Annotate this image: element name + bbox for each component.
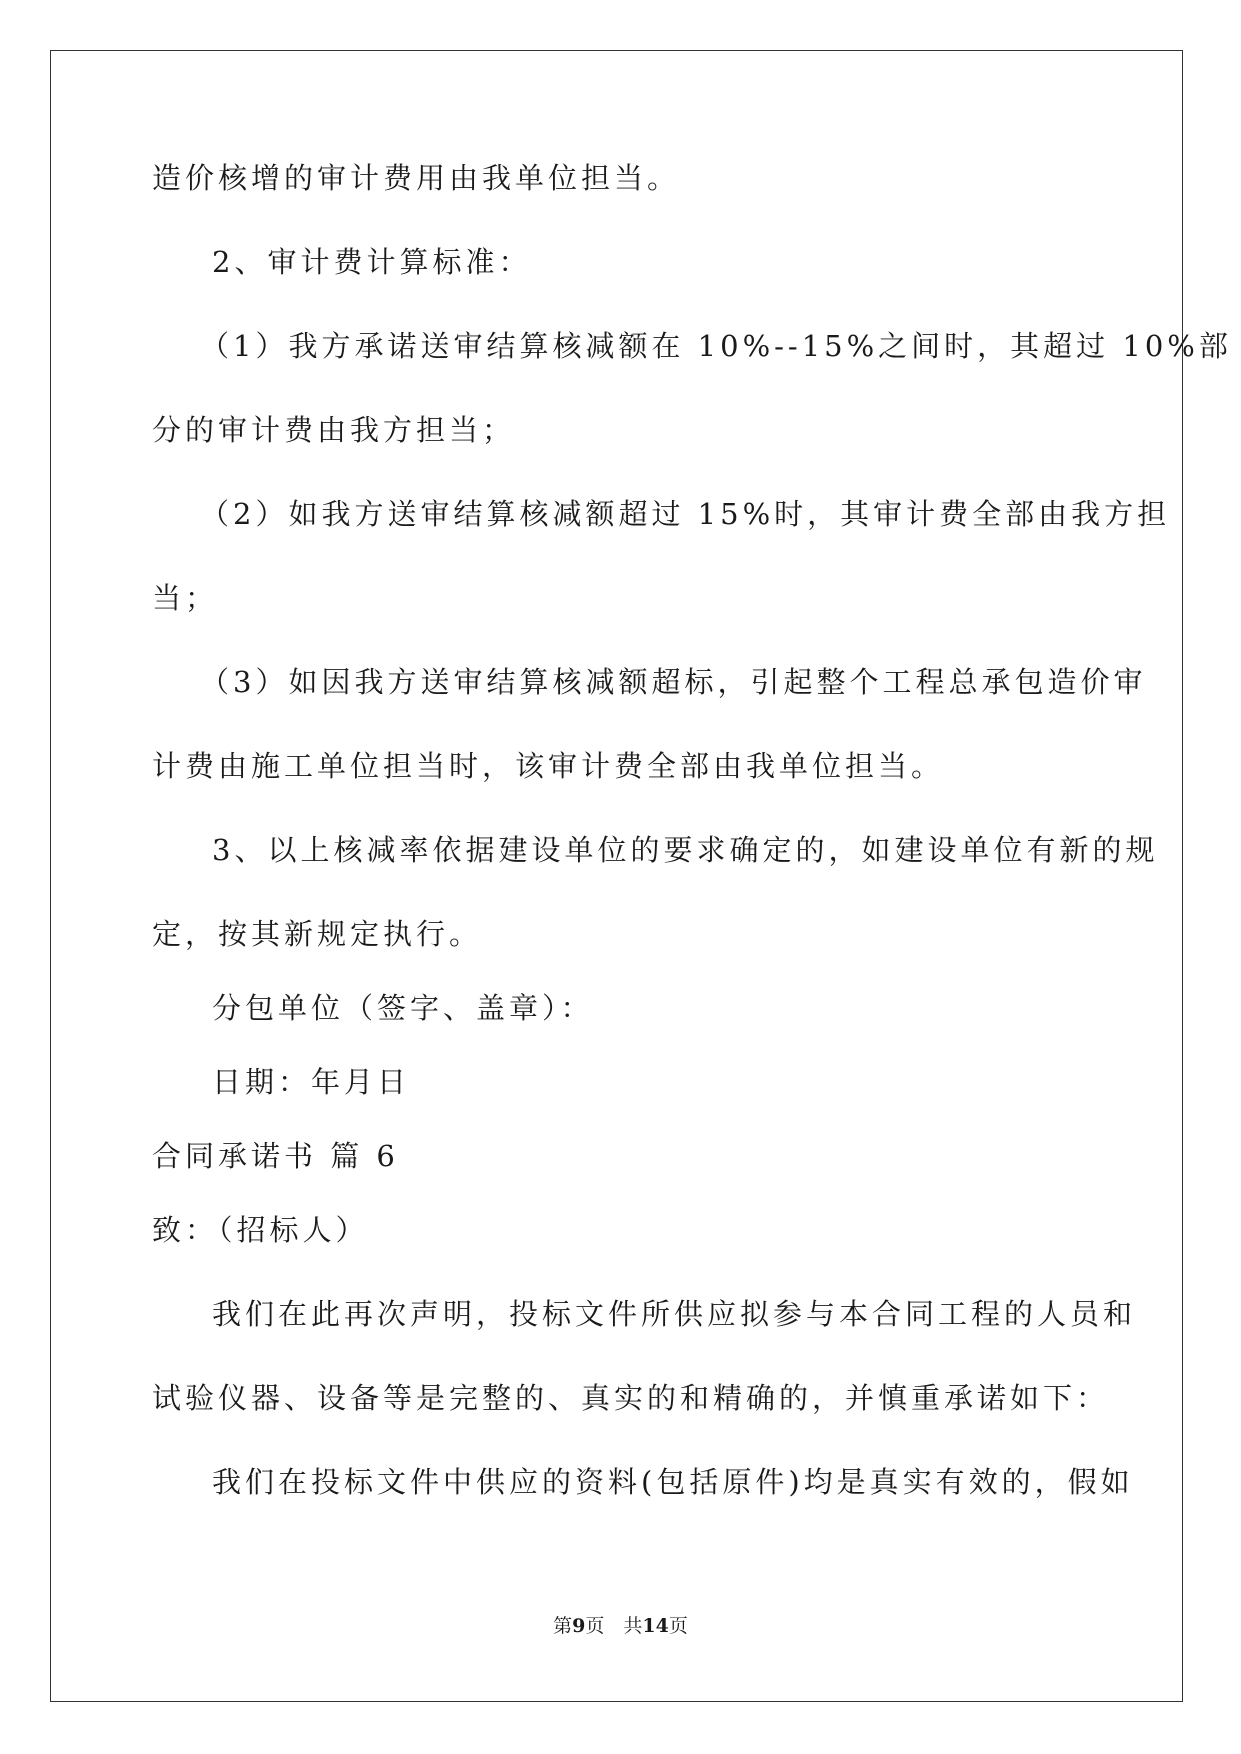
addressee-line: 致：（招标人） (152, 1213, 369, 1247)
page-frame (50, 50, 1183, 1702)
text-line: 我们在投标文件中供应的资料(包括原件)均是真实有效的，假如 (212, 1465, 1134, 1499)
text-line: 3、以上核减率依据建设单位的要求确定的，如建设单位有新的规 (212, 833, 1159, 867)
page-footer (0, 1614, 1241, 1638)
text-line: 定，按其新规定执行。 (152, 917, 483, 951)
total-page-number: 14 (642, 1615, 669, 1637)
footer-suffix: 页 (668, 1615, 688, 1637)
text-line: （3）如因我方送审结算核减额超标，引起整个工程总承包造价审 (200, 665, 1147, 699)
footer-mid: 页 共 (585, 1615, 643, 1637)
text-line: 计费由施工单位担当时，该审计费全部由我单位担当。 (152, 749, 945, 783)
text-line: （1）我方承诺送审结算核减额在 10%--15%之间时，其超过 10%部 (200, 329, 1232, 363)
text-line: 我们在此再次声明，投标文件所供应拟参与本合同工程的人员和 (212, 1297, 1137, 1331)
footer-prefix: 第 (553, 1615, 573, 1637)
signature-label: 分包单位（签字、盖章）： (212, 991, 594, 1025)
section-heading: 2、审计费计算标准： (212, 245, 532, 279)
current-page-number: 9 (572, 1615, 586, 1637)
date-label: 日期：年月日 (212, 1065, 411, 1099)
text-line: 分的审计费由我方担当； (152, 413, 516, 447)
section-title: 合同承诺书 篇 6 (152, 1139, 399, 1173)
text-line: 造价核增的审计费用由我单位担当。 (152, 161, 681, 195)
text-line: 当； (152, 581, 219, 615)
text-line: （2）如我方送审结算核减额超过 15%时，其审计费全部由我方担 (200, 497, 1171, 531)
text-line: 试验仪器、设备等是完整的、真实的和精确的，并慎重承诺如下： (152, 1381, 1110, 1415)
